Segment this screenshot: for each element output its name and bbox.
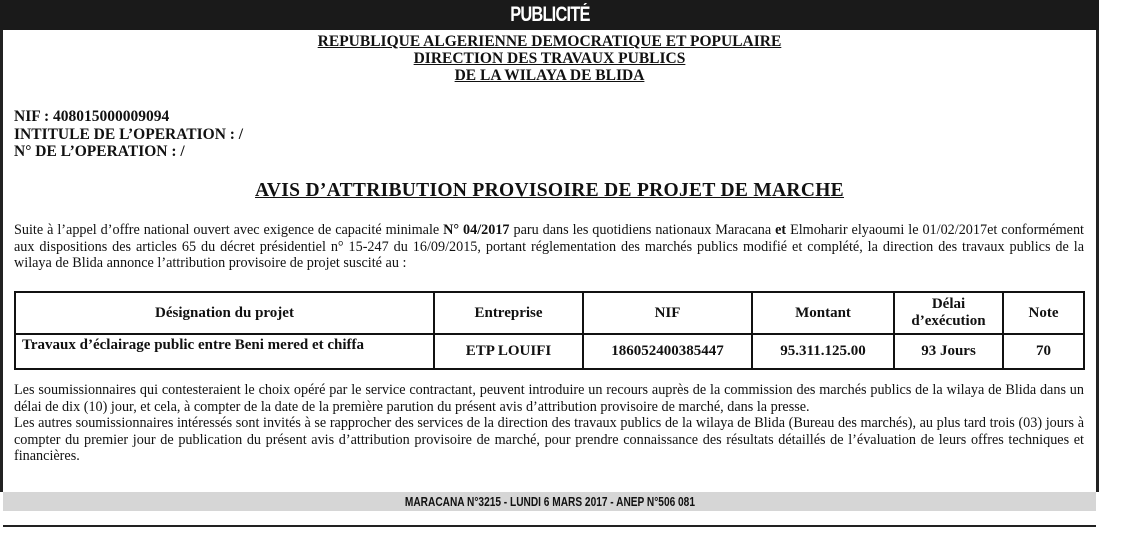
col-header-note: Note [1003, 292, 1084, 334]
recours-paragraph: Les soumissionnaires qui contesteraient le choix opéré par le service contractant, peuvent introduire un recours auprès de la commission des marchés publics de la wilaya de Blida dans un délai de dix (10) jour, et cela, à compter de la date de la première parution du présent avis d’attribution provisoire de marché, dans la presse. [14, 382, 1084, 415]
intro-part-a: Suite à l’appel d’offre national ouvert avec exigence de capacité minimale [14, 222, 444, 238]
attribution-table [14, 291, 1085, 370]
footer-label: MARACANA N°3215 - LUNDI 6 MARS 2017 - ANEP N°506 081 [404, 494, 695, 509]
notice-title: AVIS D’ATTRIBUTION PROVISOIRE DE PROJET DE MARCHE [255, 180, 844, 201]
bottom-rule [3, 525, 1096, 527]
col-header-designation: Désignation du projet [15, 292, 434, 334]
header-line-wilaya: DE LA WILAYA DE BLIDA [454, 67, 645, 84]
col-header-delai: Délai d’exécution [894, 292, 1003, 334]
intro-conjunction: et [775, 222, 787, 238]
cell-delai: 93 Jours [894, 334, 1003, 369]
cell-entreprise: ETP LOUIFI [434, 334, 583, 369]
intro-paragraph [14, 222, 1084, 272]
banner-label: PUBLICITÉ [509, 3, 590, 26]
intro-part-e: Elmoharir elyaoumi le 01/02/2017et conformément aux dispositions des articles 65 du décret présidentiel n° 15-247 du 16/09/2015, portant réglementation des marchés publics modifié et complété, la direction des travaux publics de la wilaya de Blida annonce l’attribution provisoire de projet suscité au : [14, 222, 1084, 271]
meta-intitule: INTITULE DE L’OPERATION : / [14, 125, 244, 143]
cell-montant: 95.311.125.00 [752, 334, 894, 369]
frame-border-left [0, 30, 3, 492]
cell-note: 70 [1003, 334, 1084, 369]
publicite-banner [0, 0, 1099, 30]
meta-nif: NIF : 408015000009094 [14, 108, 170, 125]
col-header-montant: Montant [752, 292, 894, 334]
header-line-direction: DIRECTION DES TRAVAUX PUBLICS [413, 50, 686, 67]
frame-border-right [1096, 30, 1099, 492]
table-row [15, 334, 1084, 369]
cell-designation: Travaux d’éclairage public entre Beni mered et chiffa [15, 334, 434, 369]
consultation-paragraph: Les autres soumissionnaires intéressés sont invités à se rapprocher des services de la direction des travaux publics de la wilaya de Blida (Bureau des marchés), au plus tard trois (03) jours à compter du premier jour de publication du présent avis d’attribution provisoire de marché, pour prendre connaissance des résultats détaillés de l’évaluation de leurs offres techniques et financières. [14, 415, 1084, 464]
meta-numero: N° DE L’OPERATION : / [14, 143, 185, 160]
operation-meta [14, 108, 243, 161]
publication-footer [3, 492, 1096, 511]
col-header-entreprise: Entreprise [434, 292, 583, 334]
col-header-nif: NIF [583, 292, 752, 334]
header-line-republic: REPUBLIQUE ALGERIENNE DEMOCRATIQUE ET POPULAIRE [317, 33, 782, 50]
authority-header [0, 33, 1099, 84]
cell-nif: 186052400385447 [583, 334, 752, 369]
intro-part-c: paru dans les quotidiens nationaux Maracana [509, 222, 776, 238]
intro-tender-number: N° 04/2017 [443, 222, 510, 238]
table-header-row [15, 292, 1084, 334]
closing-paragraphs [14, 382, 1084, 465]
